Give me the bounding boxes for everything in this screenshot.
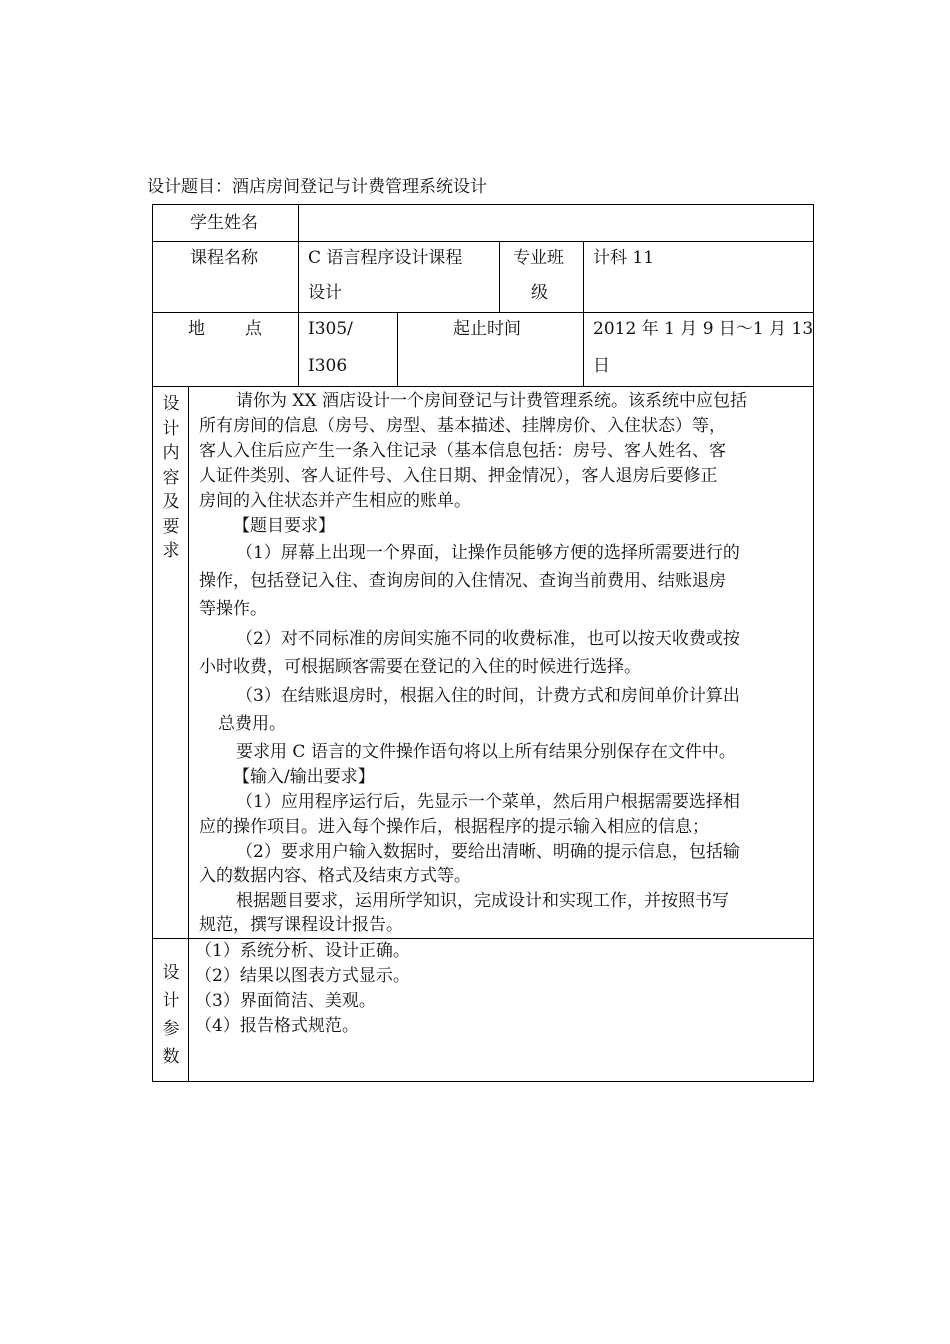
content-line: 等操作。 xyxy=(199,599,267,619)
content-line: 请你为 XX 酒店设计一个房间登记与计费管理系统。该系统中应包括 xyxy=(236,391,748,411)
student-name-label: 学生姓名 xyxy=(190,213,258,233)
column-divider xyxy=(583,242,584,386)
location-label-part1: 地 xyxy=(188,319,205,339)
content-line: 客人入住后应产生一条入住记录（基本信息包括：房号、客人姓名、客 xyxy=(199,441,726,461)
course-name-value-line1: C 语言程序设计课程 xyxy=(308,248,463,268)
major-class-label-line1: 专业班 xyxy=(513,248,564,268)
section-heading: 【题目要求】 xyxy=(233,516,335,536)
side-char: 内 xyxy=(162,443,180,463)
side-char: 求 xyxy=(162,541,180,561)
side-char: 及 xyxy=(162,492,180,512)
content-line: （1）屏幕上出现一个界面，让操作员能够方便的选择所需要进行的 xyxy=(236,543,740,563)
param-line: （2）结果以图表方式显示。 xyxy=(195,966,410,986)
section-heading: 【输入/输出要求】 xyxy=(233,767,375,787)
time-range-value-line2: 日 xyxy=(593,356,610,376)
side-char: 设 xyxy=(162,394,180,414)
row-divider xyxy=(153,386,813,387)
param-line: （1）系统分析、设计正确。 xyxy=(195,941,410,961)
major-class-value: 计科 11 xyxy=(593,248,655,268)
content-line: 要求用 C 语言的文件操作语句将以上所有结果分别保存在文件中。 xyxy=(236,742,736,762)
param-line: （4）报告格式规范。 xyxy=(195,1016,359,1036)
param-line: （3）界面简洁、美观。 xyxy=(195,991,376,1011)
side-char: 设 xyxy=(162,963,180,983)
content-line: 操作，包括登记入住、查询房间的入住情况、查询当前费用、结账退房 xyxy=(199,571,726,591)
content-line: 入的数据内容、格式及结束方式等。 xyxy=(199,866,471,886)
side-char: 计 xyxy=(162,418,180,439)
content-line: （3）在结账退房时，根据入住的时间，计费方式和房间单价计算出 xyxy=(236,686,740,706)
content-line: （1）应用程序运行后，先显示一个菜单，然后用户根据需要选择相 xyxy=(236,792,740,812)
content-line: 规范，撰写课程设计报告。 xyxy=(199,915,403,935)
location-label-part2: 点 xyxy=(245,319,262,339)
location-value-line1: I305/ xyxy=(308,319,353,339)
time-range-label: 起止时间 xyxy=(453,319,521,339)
design-title: 设计题目：酒店房间登记与计费管理系统设计 xyxy=(147,177,487,197)
side-char: 计 xyxy=(162,991,180,1011)
course-name-value-line2: 设计 xyxy=(308,283,342,303)
time-range-value-line1: 2012 年 1 月 9 日～1 月 13 xyxy=(593,319,814,339)
content-line: 所有房间的信息（房号、房型、基本描述、挂牌房价、入住状态）等， xyxy=(199,416,726,436)
content-line: 根据题目要求，运用所学知识，完成设计和实现工作，并按照书写 xyxy=(236,891,729,911)
content-line: （2）要求用户输入数据时，要给出清晰、明确的提示信息，包括输 xyxy=(236,842,740,862)
content-line: 小时收费，可根据顾客需要在登记的入住的时候进行选择。 xyxy=(199,657,641,677)
column-divider xyxy=(298,205,299,386)
column-divider xyxy=(499,242,500,312)
content-line: 房间的入住状态并产生相应的账单。 xyxy=(199,491,471,511)
side-char: 容 xyxy=(162,467,180,488)
column-divider xyxy=(188,387,189,1081)
side-char: 参 xyxy=(162,1019,180,1039)
column-divider xyxy=(397,313,398,386)
location-value-line2: I306 xyxy=(308,356,348,376)
content-line: 人证件类别、客人证件号、入住日期、押金情况），客人退房后要修正 xyxy=(199,466,718,486)
major-class-label-line2: 级 xyxy=(531,283,548,303)
side-char: 要 xyxy=(162,516,180,537)
content-line: 总费用。 xyxy=(218,714,286,734)
course-name-label: 课程名称 xyxy=(190,248,258,268)
design-task-table xyxy=(152,204,814,1082)
side-char: 数 xyxy=(162,1047,180,1067)
content-line: （2）对不同标准的房间实施不同的收费标准，也可以按天收费或按 xyxy=(236,629,740,649)
content-line: 应的操作项目。进入每个操作后，根据程序的提示输入相应的信息； xyxy=(199,817,709,837)
